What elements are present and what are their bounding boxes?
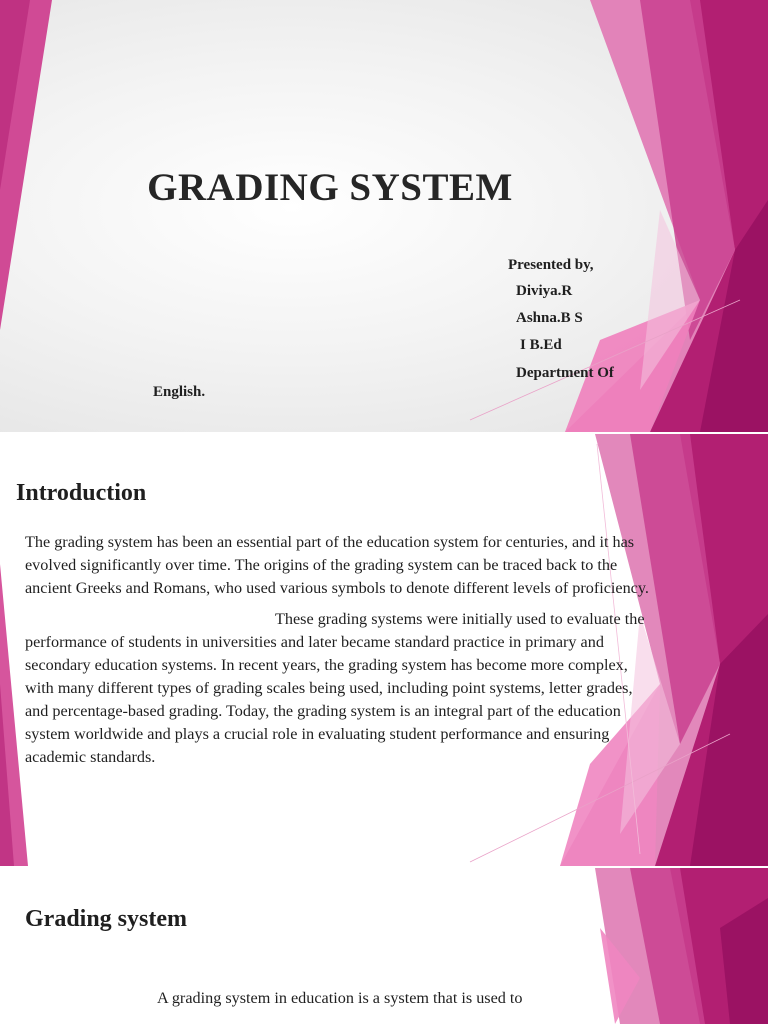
department-label: Department Of	[516, 365, 614, 381]
grading-system-paragraph: A grading system in education is a system that is used to	[157, 989, 523, 1007]
subject-label: English.	[153, 384, 206, 400]
grading-system-heading: Grading system	[25, 906, 187, 932]
introduction-body	[25, 531, 655, 769]
introduction-paragraph-2: These grading systems were initially used to evaluate the performance of students in universities and later became standard practice in primary and secondary education systems. In recent years, the grading system has become more complex, with many different types of grading scales being used, including point systems, letter grades, and percentage-based grading. Today, the grading system is an integral part of the education system worldwide and plays a crucial role in evaluating student performance and ensuring academic standards.	[25, 610, 645, 766]
introduction-heading: Introduction	[16, 480, 147, 506]
introduction-slide	[0, 434, 768, 866]
grading-system-slide	[0, 868, 768, 1024]
presenter-name-1: Diviya.R	[516, 283, 573, 299]
slide-decoration	[0, 0, 768, 432]
presenter-name-2: Ashna.B S	[516, 310, 583, 326]
introduction-paragraph-1: The grading system has been an essential part of the education system for centuries, and it has evolved significantly over time. The origins of the grading system can be traced back to the ancient Greeks and Romans, who used various symbols to denote different levels of proficiency.	[25, 533, 649, 597]
presented-by-label: Presented by,	[508, 257, 594, 273]
slide-title: GRADING SYSTEM	[147, 166, 513, 209]
title-slide	[0, 0, 768, 432]
presenter-class: I B.Ed	[520, 337, 562, 353]
